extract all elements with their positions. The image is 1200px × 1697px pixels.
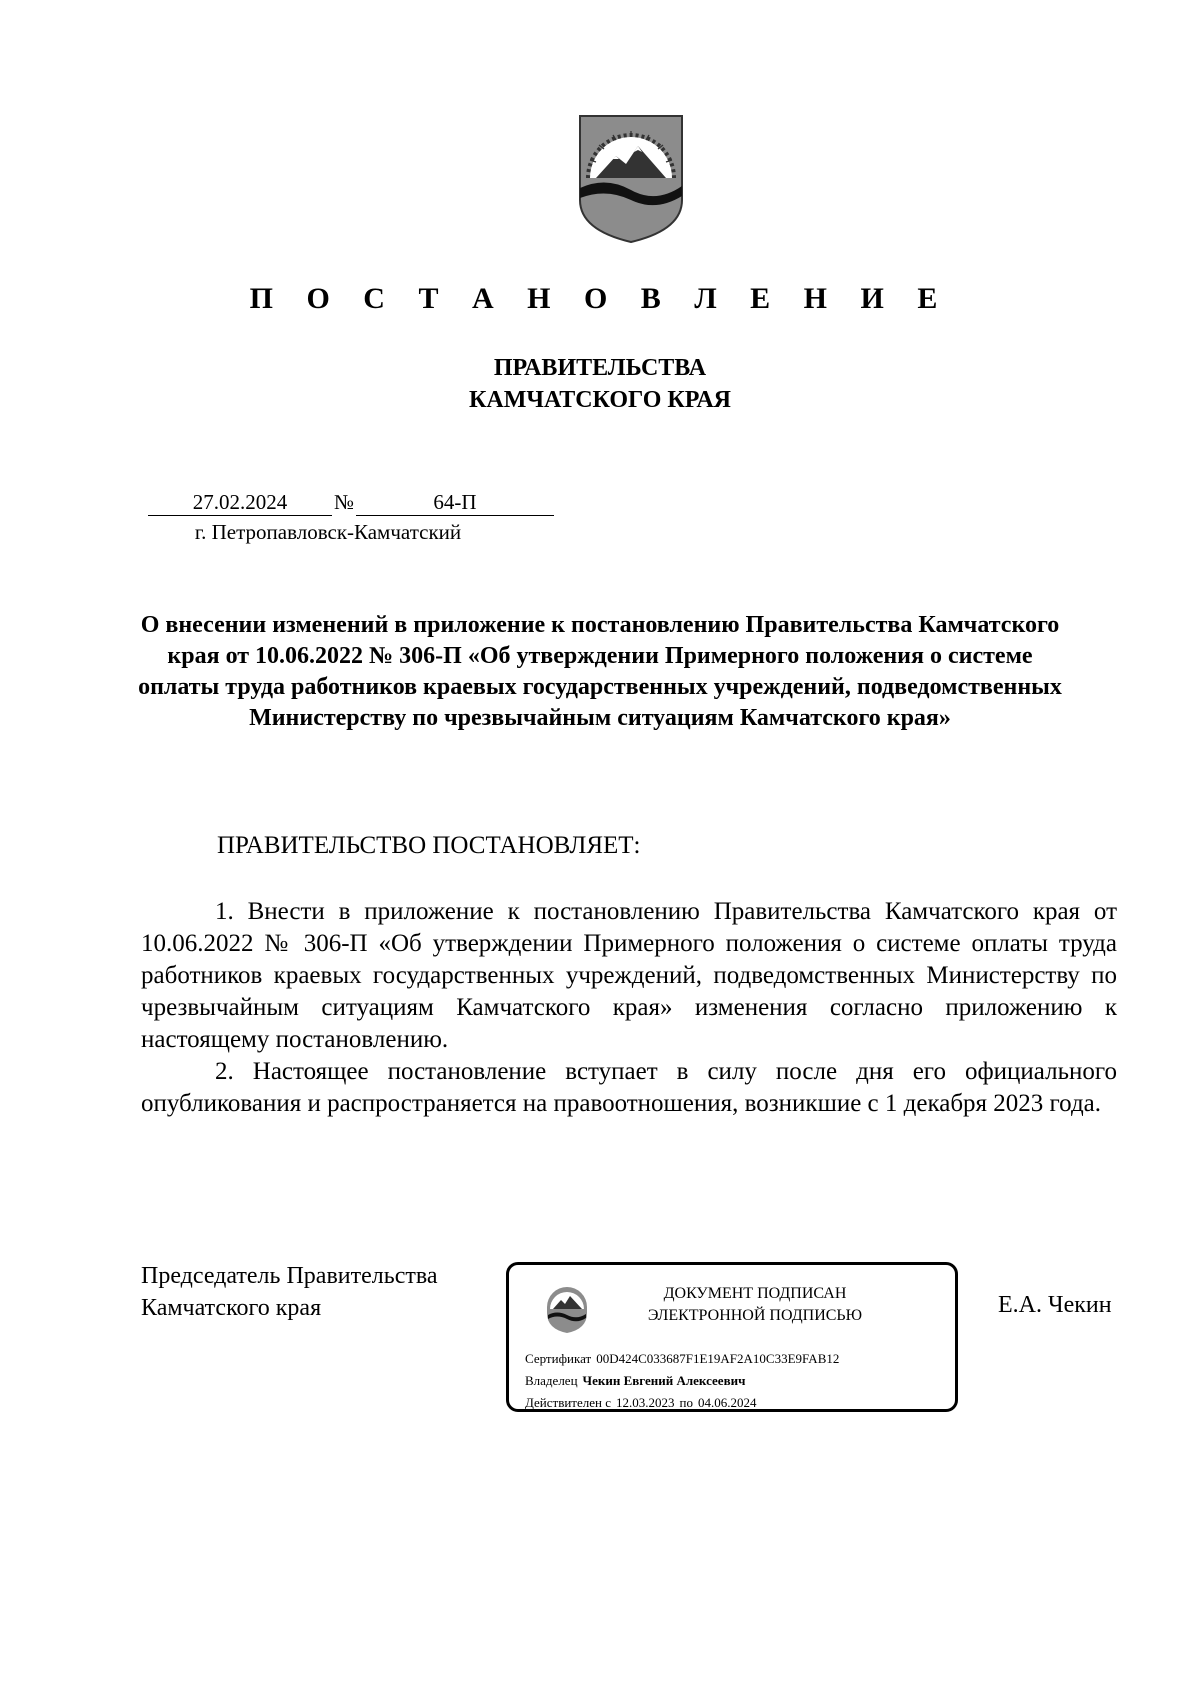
valid-to: 04.06.2024 bbox=[697, 1395, 757, 1410]
owner-value: Чекин Евгений Алексеевич bbox=[582, 1373, 746, 1388]
stamp-validity-row bbox=[525, 1395, 756, 1411]
electronic-signature-stamp bbox=[506, 1262, 958, 1412]
certificate-value: 00D424C033687F1E19AF2A10C33E9FAB12 bbox=[596, 1351, 840, 1366]
number-sign: № bbox=[334, 490, 355, 514]
stamp-heading-line-2: ЭЛЕКТРОННОЙ ПОДПИСЬЮ bbox=[647, 1307, 863, 1324]
signer-name: Е.А. Чекин bbox=[998, 1292, 1112, 1318]
date-number-line bbox=[148, 490, 554, 520]
document-title: О внесении изменений в приложение к постановлению Правительства Камчатского края от 10.06.2022 № 306-П «Об утверждении Примерного положения о системе оплаты труда работников краевых государственных учреждений, подведомственных Министерству по чрезвычайным ситуациям Камчатского края» bbox=[138, 612, 1062, 731]
signer-position-line-1: Председатель Правительства bbox=[141, 1263, 438, 1289]
certificate-label: Сертификат bbox=[525, 1351, 592, 1366]
stamp-heading bbox=[605, 1283, 905, 1327]
document-body bbox=[141, 896, 1117, 1120]
coat-of-arms-icon bbox=[576, 112, 686, 244]
paragraph-1: 1. Внести в приложение к постановлению Правительства Камчатского края от 10.06.2022 № 306-П «Об утверждении Примерного положения о системе оплаты труда работников краевых государственных учреждений, подведомственных Министерству по чрезвычайным ситуациям Камчатского края» изменения согласно приложению к настоящему постановлению. bbox=[141, 898, 1117, 1053]
signer-position bbox=[141, 1260, 438, 1324]
issuer-line-2: КАМЧАТСКОГО КРАЯ bbox=[468, 387, 732, 413]
owner-label: Владелец bbox=[525, 1373, 578, 1388]
valid-to-label: по bbox=[679, 1395, 693, 1410]
document-type: П О С Т А Н О В Л Е Н И Е bbox=[249, 282, 951, 315]
document-city: г. Петропавловск-Камчатский bbox=[194, 520, 462, 544]
signer-position-line-2: Камчатского края bbox=[141, 1295, 322, 1321]
valid-label: Действителен с bbox=[525, 1395, 611, 1410]
stamp-owner-row bbox=[525, 1373, 745, 1389]
valid-from: 12.03.2023 bbox=[616, 1395, 675, 1410]
stamp-certificate-row bbox=[525, 1351, 839, 1367]
stamp-heading-line-1: ДОКУМЕНТ ПОДПИСАН bbox=[663, 1285, 847, 1302]
kamchatka-emblem-icon bbox=[545, 1285, 589, 1335]
issuer-line-1: ПРАВИТЕЛЬСТВА bbox=[493, 355, 707, 381]
resolves-heading: ПРАВИТЕЛЬСТВО ПОСТАНОВЛЯЕТ: bbox=[217, 832, 641, 859]
document-number: 64-П bbox=[356, 490, 554, 516]
issuer bbox=[0, 352, 1200, 416]
document-date: 27.02.2024 bbox=[148, 490, 332, 516]
paragraph-2: 2. Настоящее постановление вступает в силу после дня его официального опубликования и распространяется на правоотношения, возникшие с 1 декабря 2023 года. bbox=[141, 1058, 1117, 1117]
